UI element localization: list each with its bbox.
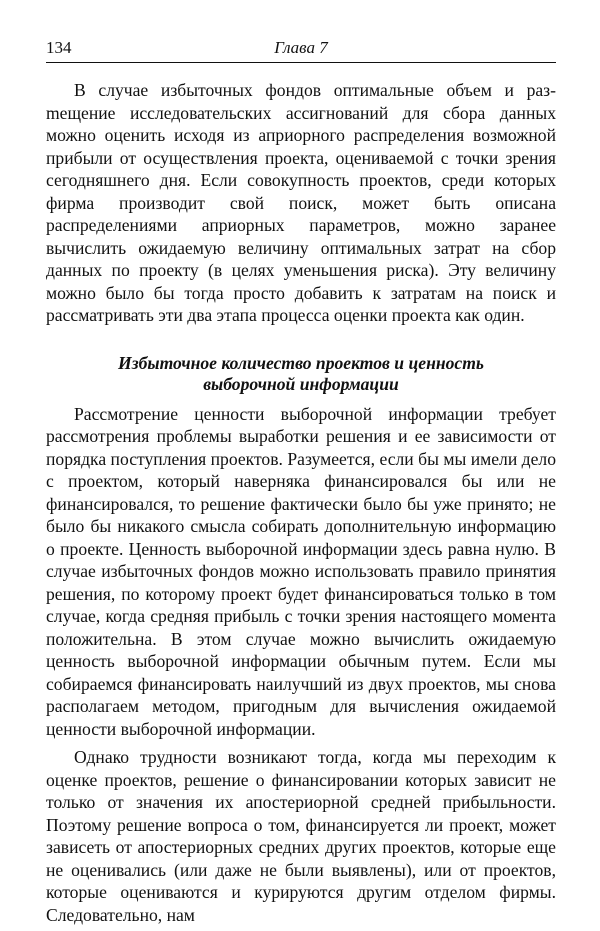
section-heading-line-2: выборочной информации [203, 373, 399, 394]
chapter-title: Глава 7 [274, 38, 328, 57]
page-number: 134 [46, 38, 72, 57]
paragraph-difficulties: Однако трудности возникают тогда, когда мы переходим к оценке проектов, решение о финансировании которых зависит не только от значения их апостериорной средней прибыльности. Поэтому решение вопроса о том, финансируется ли проект, может зависеть от апостериорных средних других проектов, которые еще не оценивались (или даже не были выявлены), или от проектов, которые оцениваются и курируются другим отделом фирмы. Следовательно, нам [46, 747, 556, 925]
paragraph-sample-information: Рассмотрение ценности выборочной информации требует рассмотрения проблемы выработки решения и ее зависимости от порядка поступления проектов. Разумеется, если бы мы имели дело с проектом, который наверняка финансировался бы или не финансировался, то решение фактически было бы уже принято; не было бы никакого смысла собирать дополнительную информацию о проекте. Ценность выборочной информации здесь равна нулю. В случае избыточных фондов можно использовать правило принятия решения, по которому проект будет финансироваться только в том случае, когда средняя прибыль с точки зрения настоящего момента положительна. В этом случае можно вычислить ожидаемую ценность выборочной информации обычным путем. Если мы собираемся финансировать наилучший из двух проектов, мы снова располагаем методом, пригодным для вычисления ожидаемой ценности выборочной информации. [46, 403, 556, 739]
section-heading-line-1: Избыточное количество проектов и ценность [118, 352, 484, 373]
book-page [46, 38, 556, 926]
section-heading [46, 353, 556, 395]
running-head [46, 38, 556, 62]
header-rule [46, 62, 556, 63]
paragraph-excess-funds: В случае избыточных фондов оптимальные объем и разmещение исследовательских ассигнований для сбора данных можно оценить исходя из априорного распределения возможной прибыли от осуществления проекта, оцениваемой с точки зрения сегодняшнего дня. Если совокупность проектов, среди которых фирма производит свой поиск, может быть описана распределениями априорных параметров, можно заранее вычислить ожидаемую величину оптимальных затрат на сбор данных по проекту (в целях уменьшения риска). Эту величину можно было бы тогда просто добавить к затратам на поиск и рассматривать эти два этапа процесса оценки проекта как один. [46, 80, 556, 325]
